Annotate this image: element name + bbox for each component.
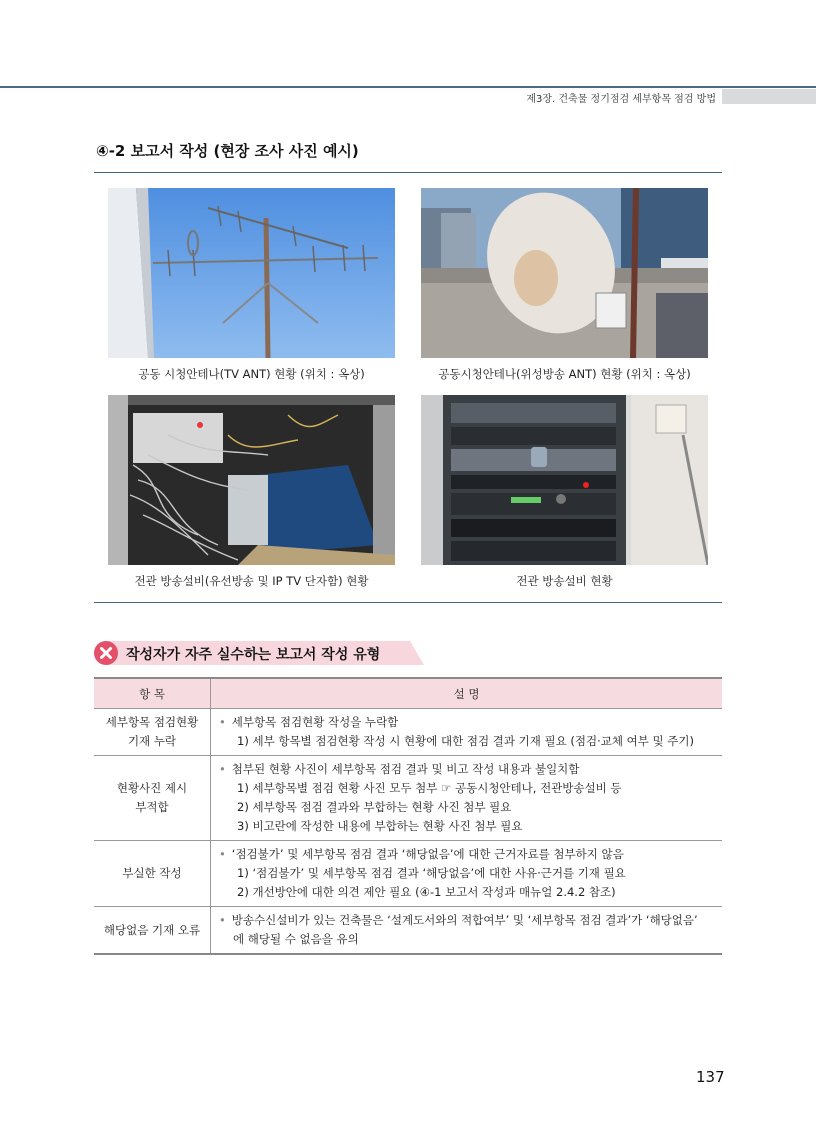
photo-terminal-box — [108, 395, 395, 565]
section-title: ④-2 보고서 작성 (현장 조사 사진 예시) — [96, 142, 359, 160]
column-header-item: 항 목 — [94, 678, 211, 709]
photo-caption: 전관 방송설비(유선방송 및 IP TV 단자함) 현황 — [134, 574, 369, 588]
table-row — [94, 907, 722, 955]
chapter-tab — [722, 89, 816, 104]
top-rule — [0, 86, 816, 88]
table-row — [94, 709, 722, 756]
mistakes-banner — [94, 641, 424, 665]
photo-caption: 전관 방송설비 현황 — [516, 574, 613, 588]
photo-caption: 공동 시청안테나(TV ANT) 현황 (위치 : 옥상) — [138, 367, 365, 381]
sub-item: 2) 세부항목 점검 결과와 부합하는 현황 사진 첨부 필요 — [237, 800, 512, 814]
sub-item: 1) ‘점검불가’ 및 세부항목 점검 결과 ‘해당없음’에 대한 사유·근거를 기재 필요 — [237, 866, 626, 880]
photo-tv-antenna — [108, 188, 395, 358]
section-rule-bottom — [94, 602, 722, 603]
table-row — [94, 756, 722, 841]
photo-caption: 공동시청안테나(위성방송 ANT) 현황 (위치 : 옥상) — [438, 367, 691, 381]
row-item: 부실한 작성 — [94, 841, 211, 907]
row-item: 현황사진 제시 부적합 — [94, 756, 211, 841]
bullet-text: • 방송수신설비가 있는 건축물은 ‘설계도서와의 적합여부’ 및 ‘세부항목 점검 결과’가 ‘해당없음’ — [219, 911, 722, 930]
row-description — [211, 841, 723, 907]
chapter-header: 제3장. 건축물 정기점검 세부항목 점검 방법 — [526, 94, 716, 105]
sub-item: 1) 세부항목별 점검 현황 사진 모두 첨부 ☞ 공동시청안테나, 전관방송설비 등 — [237, 781, 622, 795]
row-item: 세부항목 점검현황 기재 누락 — [94, 709, 211, 756]
page-number: 137 — [696, 1068, 725, 1086]
sub-item: 1) 세부 항목별 점검현황 작성 시 현황에 대한 점검 결과 기재 필요 (점검·교체 여부 및 주기) — [237, 734, 694, 748]
sub-item: 2) 개선방안에 대한 의견 제안 필요 (④-1 보고서 작성과 매뉴얼 2.4.2 참조) — [237, 885, 616, 899]
row-description — [211, 907, 723, 955]
bullet-text: • ‘점검불가’ 및 세부항목 점검 결과 ‘해당없음’에 대한 근거자료를 첨부하지 않음 — [219, 845, 722, 864]
mistakes-table — [94, 677, 722, 955]
bullet-text: • 첨부된 현황 사진이 세부항목 점검 결과 및 비고 작성 내용과 불일치함 — [219, 760, 722, 779]
photo-satellite-antenna — [421, 188, 708, 358]
column-header-description: 설 명 — [211, 678, 723, 709]
close-x-icon — [94, 641, 118, 665]
row-description — [211, 709, 723, 756]
sub-item: 3) 비고란에 작성한 내용에 부합하는 현황 사진 첨부 필요 — [237, 819, 523, 833]
mistakes-title: 작성자가 자주 실수하는 보고서 작성 유형 — [126, 647, 381, 663]
table-header-row — [94, 678, 722, 709]
table-row — [94, 841, 722, 907]
row-description — [211, 756, 723, 841]
row-item: 해당없음 기재 오류 — [94, 907, 211, 955]
photo-broadcast-rack — [421, 395, 708, 565]
bullet-text: • 세부항목 점검현황 작성을 누락함 — [219, 713, 722, 732]
bullet-continuation: 에 해당될 수 없음을 유의 — [233, 932, 359, 946]
section-rule-top — [94, 172, 722, 173]
